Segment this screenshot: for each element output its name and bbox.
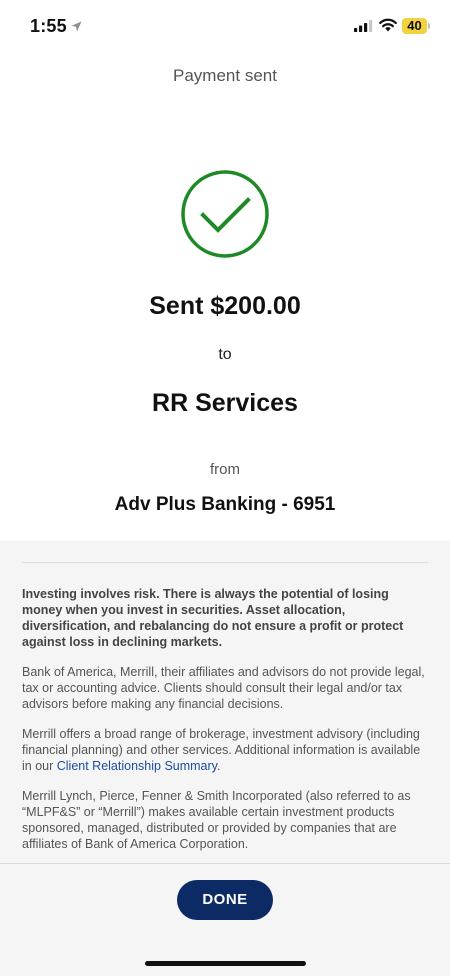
location-arrow-icon [71, 21, 82, 32]
battery-tip [428, 23, 430, 29]
services-disclosure [22, 726, 426, 774]
disclosure-area[interactable] [0, 541, 450, 863]
done-button[interactable]: DONE [177, 880, 273, 920]
wifi-icon [379, 18, 397, 32]
to-label: to [218, 346, 232, 363]
bottom-bar [0, 863, 450, 976]
services-text-end: . [217, 759, 221, 773]
disclosure-text [22, 586, 426, 863]
from-account: Adv Plus Banking - 6951 [114, 494, 336, 515]
success-indicator [180, 169, 270, 264]
sent-amount: Sent $200.00 [149, 292, 301, 320]
home-indicator [145, 961, 306, 966]
recipient-name: RR Services [152, 389, 298, 417]
services-text: Merrill offers a broad range of brokerage, investment advisory (including financial planning) and other services. Additional information is available in our [22, 727, 421, 773]
from-label: from [210, 461, 240, 478]
client-relationship-summary-link[interactable]: Client Relationship Summary [56, 759, 217, 773]
checkmark-circle-icon [180, 169, 270, 259]
mlpfs-disclosure: Merrill Lynch, Pierce, Fenner & Smith Incorporated (also referred to as “MLPF&S” or “Merrill”) makes available certain investment products sponsored, managed, distributed or provided by companies that are affiliates of Bank of America Corporation. [22, 789, 411, 851]
status-time: 1:55 [30, 16, 67, 36]
battery-icon: 40 [402, 18, 427, 34]
tax-disclosure: Bank of America, Merrill, their affiliates and advisors do not provide legal, tax or accounting advice. Clients should consult their legal and/or tax advisors before making any financial decisions. [22, 665, 425, 711]
risk-disclosure: Investing involves risk. There is always the potential of losing money when you invest in securities. Asset allocation, diversification, and rebalancing do not ensure a profit or protect against loss in declining markets. [22, 587, 404, 649]
cellular-signal-icon [354, 20, 373, 32]
divider [22, 562, 428, 563]
page-title: Payment sent [173, 66, 277, 85]
status-bar [0, 0, 450, 54]
